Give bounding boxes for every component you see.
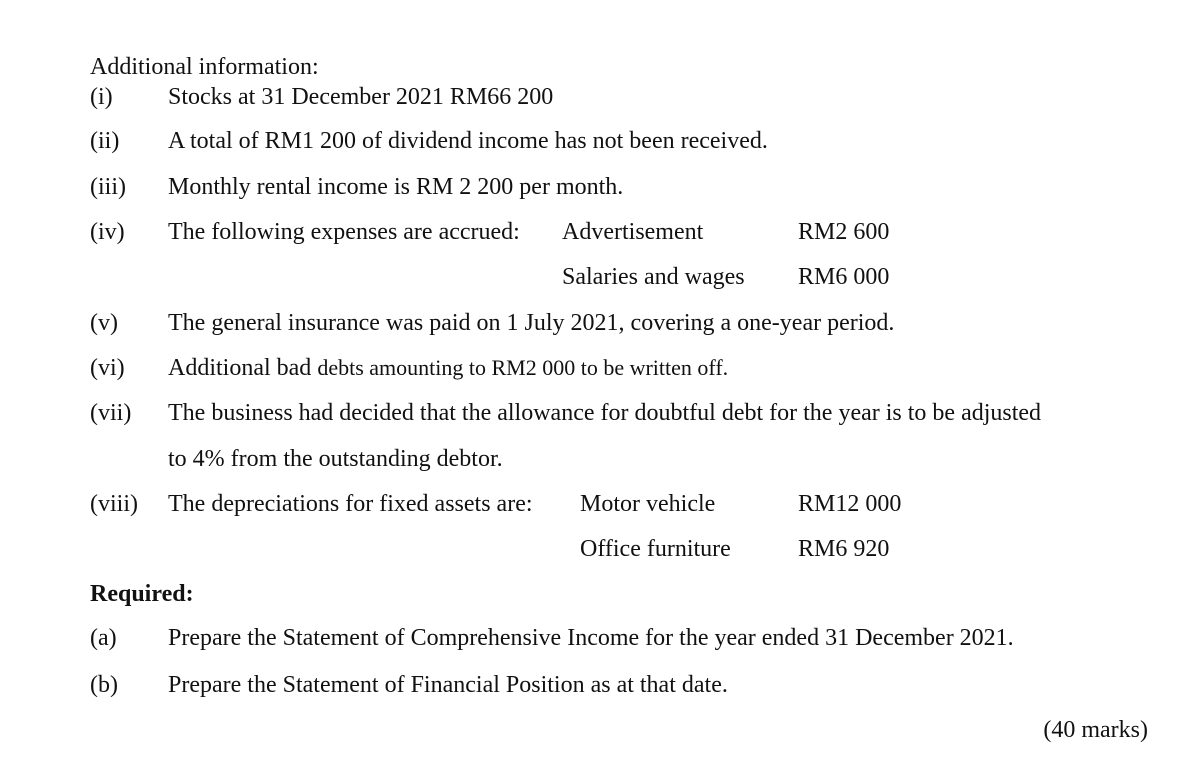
depreciation-motor-amount: RM12 000	[798, 491, 902, 517]
item-vi-number: (vi)	[90, 355, 125, 381]
item-vi-text-b: debts amounting to RM2 000 to be written off.	[317, 355, 729, 380]
required-b-number: (b)	[90, 672, 118, 698]
item-iii-number: (iii)	[90, 174, 126, 200]
depreciation-furniture-label: Office furniture	[580, 536, 731, 562]
item-vii-line1: The business had decided that the allowance for doubtful debt for the year is to be adjusted	[168, 400, 1042, 426]
item-vii-number: (vii)	[90, 400, 132, 426]
additional-info-heading: Additional information:	[90, 54, 319, 80]
depreciation-furniture-amount: RM6 920	[798, 536, 890, 562]
item-i-number: (i)	[90, 84, 113, 110]
item-vi-text-a: Additional bad	[168, 355, 312, 381]
required-a-text: Prepare the Statement of Comprehensive Income for the year ended 31 December 2021.	[168, 625, 1014, 651]
item-ii-text: A total of RM1 200 of dividend income has not been received.	[168, 128, 768, 154]
accrued-salaries-label: Salaries and wages	[562, 264, 745, 290]
required-b-text: Prepare the Statement of Financial Position as at that date.	[168, 672, 728, 698]
accrued-salaries-amount: RM6 000	[798, 264, 890, 290]
depreciation-motor-label: Motor vehicle	[580, 491, 716, 517]
item-vi-text	[168, 354, 728, 382]
marks-label: (40 marks)	[1043, 717, 1148, 743]
item-iv-text: The following expenses are accrued:	[168, 219, 520, 245]
item-viii-text: The depreciations for fixed assets are:	[168, 491, 533, 517]
item-v-text: The general insurance was paid on 1 July 2021, covering a one-year period.	[168, 310, 895, 336]
item-ii-number: (ii)	[90, 128, 120, 154]
item-iii-text: Monthly rental income is RM 2 200 per month.	[168, 174, 624, 200]
required-a-number: (a)	[90, 625, 117, 651]
item-i-text: Stocks at 31 December 2021 RM66 200	[168, 84, 554, 110]
accrued-advertisement-amount: RM2 600	[798, 219, 890, 245]
item-v-number: (v)	[90, 310, 118, 336]
accrued-advertisement-label: Advertisement	[562, 219, 704, 245]
item-viii-number: (viii)	[90, 491, 138, 517]
item-iv-number: (iv)	[90, 219, 125, 245]
item-vii-line2: to 4% from the outstanding debtor.	[168, 446, 503, 472]
required-heading: Required:	[90, 581, 194, 607]
